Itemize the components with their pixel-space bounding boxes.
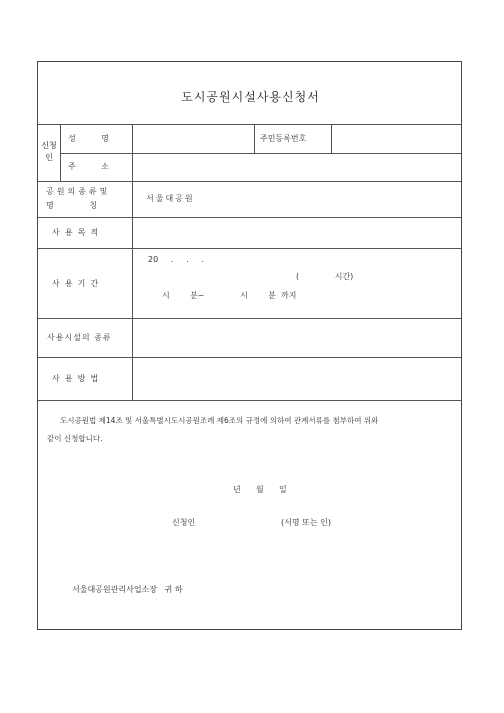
date-line[interactable]: 년 월 일 (233, 485, 287, 494)
divider (38, 248, 461, 249)
addressee: 서울대공원관리사업소장 귀 하 (72, 585, 183, 594)
method-field[interactable] (133, 358, 460, 399)
sign-note: (서명 또는 인) (281, 518, 331, 527)
declaration-line-2: 같이 신청합니다. (47, 434, 103, 443)
purpose-label: 사 용 목 적 (52, 228, 99, 237)
applicant-label: 신청인 (41, 141, 57, 162)
method-label: 사 용 방 법 (52, 374, 99, 383)
purpose-field[interactable] (133, 218, 460, 247)
divider (60, 124, 61, 181)
facility-label: 사용시설의 종류 (47, 333, 112, 342)
divider (38, 400, 461, 401)
divider (254, 124, 255, 153)
divider (38, 181, 461, 182)
declaration-line-1: 도시공원법 제14조 및 서울특별시도시공원조례 제6조의 규정에 의하여 관계서류를 첨부하여 위와 (60, 416, 379, 425)
period-label: 사 용 기 간 (52, 279, 99, 288)
address-label: 주 소 (68, 162, 109, 171)
period-hours[interactable]: ( 시간) (296, 272, 354, 281)
signer-label: 신청인 (172, 518, 196, 527)
facility-field[interactable] (133, 319, 460, 356)
period-date[interactable]: 20 . . . (148, 255, 204, 264)
park-name-label: 명 칭 (46, 201, 98, 210)
form-title: 도시공원시설사용신청서 (181, 90, 320, 104)
resident-no-field[interactable] (332, 125, 460, 152)
address-field[interactable] (133, 154, 460, 180)
name-label: 성 명 (68, 134, 109, 143)
name-field[interactable] (133, 125, 253, 152)
park-type-label: 공원의종류및 (46, 187, 111, 196)
period-time-range[interactable]: 시 분~ 시 분 까지 (162, 291, 297, 300)
resident-no-label: 주민등록번호 (260, 134, 307, 143)
park-type-value[interactable]: 서울대공원 (146, 194, 195, 203)
application-form (37, 61, 462, 630)
